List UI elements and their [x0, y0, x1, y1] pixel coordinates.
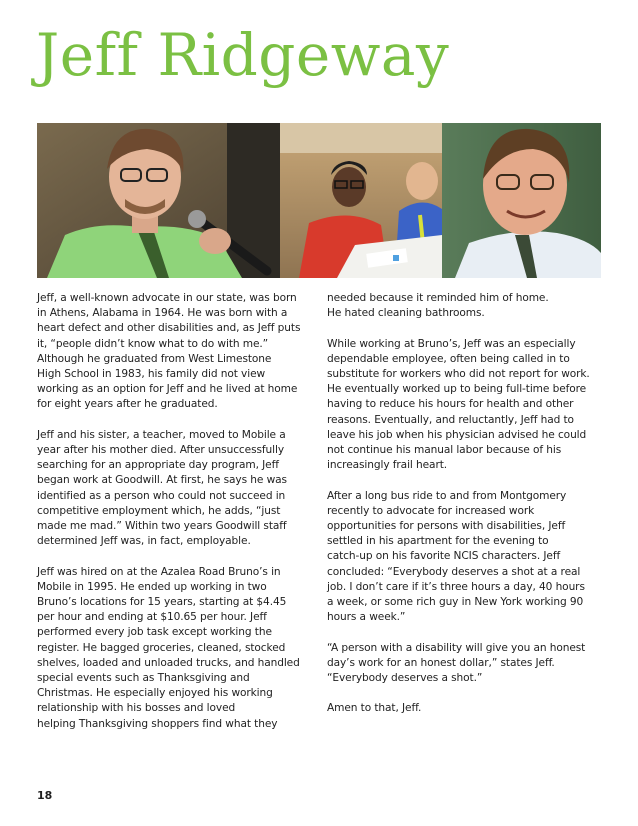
right-column: [327, 291, 603, 717]
left-column: [37, 291, 310, 732]
right-paragraph-4: “A person with a disability will give you an honest day’s work for an honest dollar,” states Jeff. “Everybody deserves a shot.”: [327, 641, 586, 685]
left-paragraph-1: Jeff, a well-known advocate in our state, was born in Athens, Alabama in 1964. He was born with a heart defect and other disabilities and, as Jeff puts it, “people didn’t know what to do with me.” Although he graduated from West Limestone High School in 1983, his family did not view working as an option for Jeff and he lived at home for eight years after he graduated.: [37, 292, 301, 411]
page-title: Jeff Ridgeway: [36, 21, 450, 89]
photo-strip: [37, 123, 601, 278]
photo-group-table: [280, 123, 442, 278]
photo-portrait-smiling: [442, 123, 601, 278]
photo-speaking-microphone: [37, 123, 280, 278]
page-number: 18: [37, 789, 53, 802]
right-paragraph-5: Amen to that, Jeff.: [327, 702, 422, 715]
right-paragraph-1: needed because it reminded him of home. He hated cleaning bathrooms.: [327, 292, 549, 320]
left-paragraph-3: Jeff was hired on at the Azalea Road Bruno’s in Mobile in 1995. He ended up working in two Bruno’s locations for 15 years, starting at $4.45 per hour and ending at $10.65 per hour. Jeff performed every job task except working the register. He bagged groceries, cleaned, stocked shelves, loaded and unloaded trucks, and handled special events such as Thanksgiving and Christmas. He especially enjoyed his working relationship with his bosses and loved helping Thanksgiving shoppers find what they: [37, 565, 300, 730]
right-paragraph-3: After a long bus ride to and from Montgomery recently to advocate for increased work opportunities for persons with disabilities, Jeff settled in his apartment for the evening to catch-up on his favorite NCIS characters. Jeff concluded: “Everybody deserves a shot at a real job. I don’t care if it’s three hours a day, 40 hours a week, or some rich guy in New York working 90 hours a week.”: [327, 489, 585, 624]
left-paragraph-2: Jeff and his sister, a teacher, moved to Mobile a year after his mother died. After unsuccessfully searching for an appropriate day program, Jeff began work at Goodwill. At first, he says he was identified as a person who could not succeed in competitive employment which, he adds, “just made me mad.” Within two years Goodwill staff determined Jeff was, in fact, employable.: [37, 428, 287, 548]
right-paragraph-2: While working at Bruno’s, Jeff was an especially dependable employee, often being called in to substitute for workers who did not report for work. He eventually worked up to being full-time before having to reduce his hours for health and other reasons. Eventually, and reluctantly, Jeff had to leave his job when his physician advised he could not continue his manual labor because of his increasingly frail heart.: [327, 337, 590, 472]
